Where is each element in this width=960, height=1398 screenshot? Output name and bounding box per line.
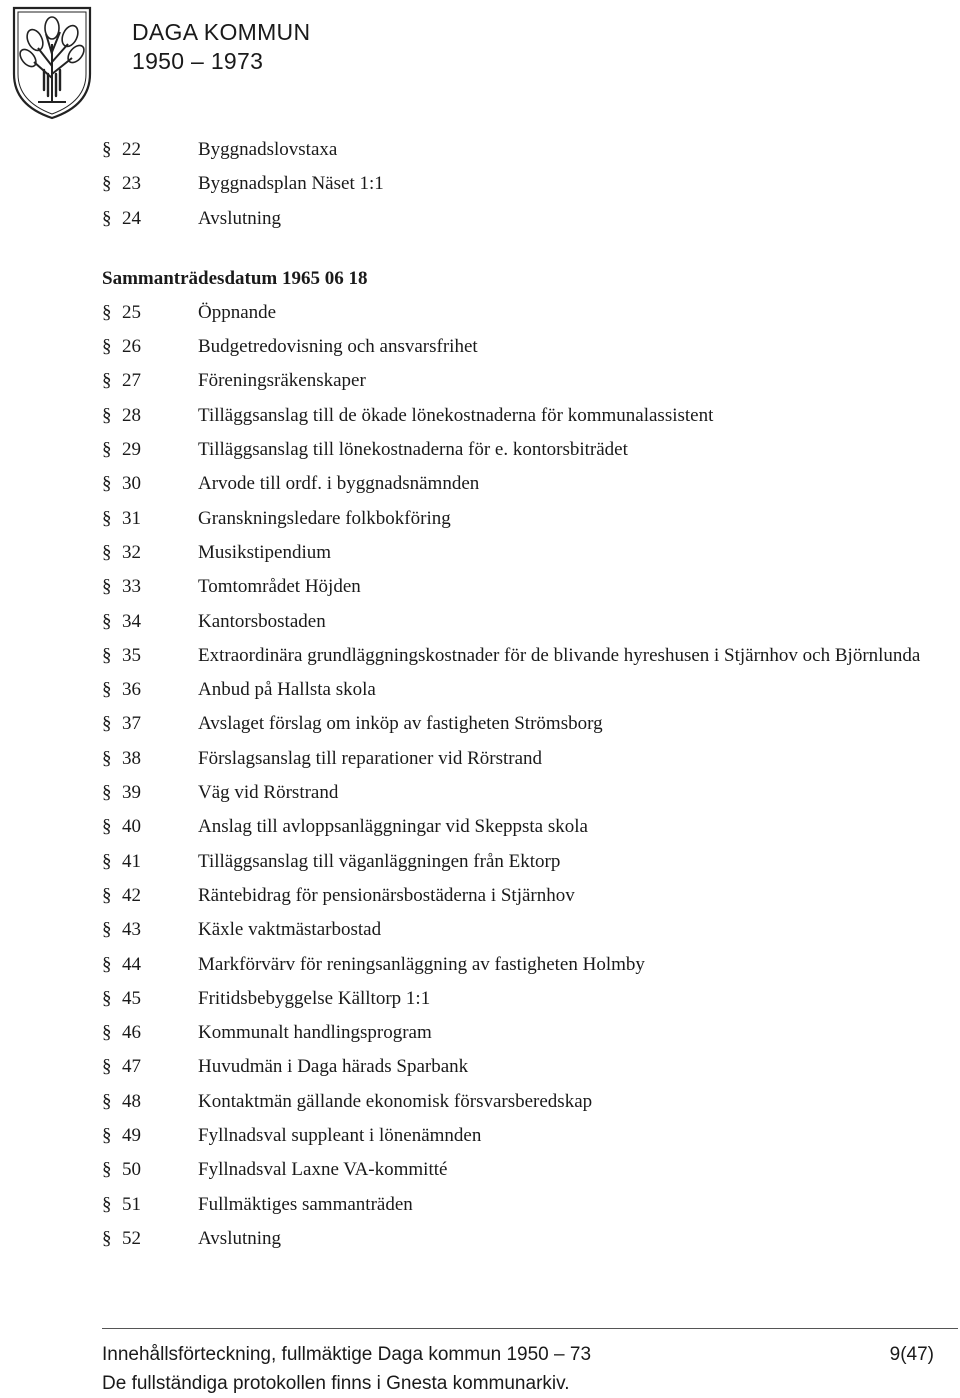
section-number: 47	[122, 1056, 141, 1078]
section-number: 45	[122, 987, 141, 1009]
section-symbol: §	[102, 816, 112, 838]
section-symbol: §	[102, 987, 112, 1009]
list-item	[102, 1089, 922, 1115]
section-number: 30	[122, 473, 141, 495]
meeting-items-list	[102, 300, 922, 1252]
section-title: Byggnadslovstaxa	[198, 139, 338, 160]
section-title: Räntebidrag för pensionärsbostäderna i Stjärnhov	[198, 884, 575, 906]
section-title: Avslutning	[198, 207, 282, 229]
section-title: Förslagsanslag till reparationer vid Rörstrand	[198, 747, 543, 769]
section-title: Fritidsbebyggelse Källtorp 1:1	[198, 987, 431, 1009]
section-title: Avslutning	[198, 1227, 282, 1249]
section-number: 52	[122, 1227, 141, 1249]
section-symbol: §	[102, 576, 112, 598]
list-item	[102, 849, 922, 875]
section-number: 36	[122, 679, 141, 701]
section-title: Väg vid Rörstrand	[198, 782, 339, 804]
footer-archive-note: De fullständiga protokollen finns i Gnesta kommunarkiv.	[102, 1373, 570, 1394]
list-item	[102, 952, 922, 978]
section-symbol: §	[102, 507, 112, 529]
list-item	[102, 746, 922, 772]
list-item	[102, 780, 922, 806]
list-item	[102, 368, 922, 394]
section-number: 28	[122, 404, 141, 426]
section-number: 46	[122, 1022, 141, 1044]
section-title: Tilläggsanslag till lönekostnaderna för e. kontorsbiträdet	[198, 439, 628, 461]
section-title: Öppnande	[198, 301, 277, 323]
list-item	[102, 1192, 922, 1218]
list-item	[102, 643, 922, 669]
municipal-coat-of-arms-tree-icon	[8, 4, 96, 122]
list-item	[102, 171, 922, 197]
list-item	[102, 917, 922, 943]
section-symbol: §	[102, 782, 112, 804]
list-item	[102, 334, 922, 360]
section-number: 37	[122, 713, 141, 735]
section-title: Föreningsräkenskaper	[198, 370, 366, 392]
section-title: Byggnadsplan Näset 1:1	[198, 173, 384, 195]
section-number: 26	[122, 336, 141, 358]
section-number: 39	[122, 782, 141, 804]
section-number: 22	[122, 139, 141, 160]
section-title: Budgetredovisning och ansvarsfrihet	[198, 336, 478, 358]
section-title: Tilläggsanslag till väganläggningen från Ektorp	[198, 850, 561, 872]
section-symbol: §	[102, 884, 112, 906]
section-symbol: §	[102, 1022, 112, 1044]
section-title: Käxle vaktmästarbostad	[198, 919, 382, 941]
section-symbol: §	[102, 336, 112, 358]
section-title: Tilläggsanslag till de ökade lönekostnaderna för kommunalassistent	[198, 404, 714, 426]
section-number: 41	[122, 850, 141, 872]
section-title: Granskningsledare folkbokföring	[198, 507, 451, 529]
list-item	[102, 437, 922, 463]
header-title-line2: 1950 – 1973	[132, 48, 264, 74]
section-number: 48	[122, 1090, 141, 1112]
section-number: 34	[122, 610, 141, 632]
section-title: Markförvärv för reningsanläggning av fastigheten Holmby	[198, 953, 645, 975]
list-item	[102, 609, 922, 635]
footer-divider	[102, 1328, 958, 1329]
section-symbol: §	[102, 173, 112, 195]
section-symbol: §	[102, 610, 112, 632]
section-title: Anslag till avloppsanläggningar vid Skeppsta skola	[198, 816, 588, 838]
page-footer	[102, 1340, 934, 1398]
header-title	[132, 18, 310, 76]
section-title: Huvudmän i Daga härads Sparbank	[198, 1056, 469, 1078]
list-item	[102, 1157, 922, 1183]
header-title-line1: DAGA KOMMUN	[132, 19, 311, 45]
section-symbol: §	[102, 1159, 112, 1181]
section-title: Tomtområdet Höjden	[198, 576, 361, 598]
section-number: 49	[122, 1125, 141, 1147]
page-number: 9(47)	[889, 1344, 934, 1365]
section-title: Kommunalt handlingsprogram	[198, 1022, 432, 1044]
section-title: Anbud på Hallsta skola	[198, 679, 376, 701]
section-number: 29	[122, 439, 141, 461]
section-number: 43	[122, 919, 141, 941]
section-symbol: §	[102, 473, 112, 495]
list-item	[102, 471, 922, 497]
list-item	[102, 1020, 922, 1046]
section-symbol: §	[102, 404, 112, 426]
section-number: 23	[122, 173, 141, 195]
list-item	[102, 300, 922, 326]
section-symbol: §	[102, 679, 112, 701]
list-item	[102, 206, 922, 232]
list-item	[102, 506, 922, 532]
section-number: 40	[122, 816, 141, 838]
section-number: 35	[122, 644, 141, 666]
list-item	[102, 540, 922, 566]
footer-document-title: Innehållsförteckning, fullmäktige Daga kommun 1950 – 73	[102, 1344, 592, 1365]
section-symbol: §	[102, 1193, 112, 1215]
section-number: 44	[122, 953, 141, 975]
section-symbol: §	[102, 1056, 112, 1078]
section-symbol: §	[102, 1090, 112, 1112]
section-title: Musikstipendium	[198, 541, 332, 563]
list-item	[102, 1123, 922, 1149]
list-item	[102, 403, 922, 429]
section-title: Avslaget förslag om inköp av fastigheten Strömsborg	[198, 713, 603, 735]
table-of-contents	[102, 137, 922, 1260]
section-number: 50	[122, 1159, 141, 1181]
section-symbol: §	[102, 1227, 112, 1249]
section-symbol: §	[102, 747, 112, 769]
section-title: Fullmäktiges sammanträden	[198, 1193, 413, 1215]
section-symbol: §	[102, 953, 112, 975]
section-symbol: §	[102, 139, 112, 160]
list-item	[102, 814, 922, 840]
section-symbol: §	[102, 370, 112, 392]
list-item	[102, 883, 922, 909]
section-number: 24	[122, 207, 141, 229]
section-number: 27	[122, 370, 141, 392]
list-item	[102, 574, 922, 600]
section-symbol: §	[102, 207, 112, 229]
list-item	[102, 711, 922, 737]
section-symbol: §	[102, 850, 112, 872]
section-symbol: §	[102, 1125, 112, 1147]
section-number: 33	[122, 576, 141, 598]
section-symbol: §	[102, 439, 112, 461]
section-symbol: §	[102, 301, 112, 323]
section-title: Kontaktmän gällande ekonomisk försvarsberedskap	[198, 1090, 593, 1112]
section-number: 25	[122, 301, 141, 323]
section-symbol: §	[102, 541, 112, 563]
section-number: 42	[122, 884, 141, 906]
section-symbol: §	[102, 644, 112, 666]
sections-before-list	[102, 137, 922, 232]
list-item	[102, 1054, 922, 1080]
list-item	[102, 986, 922, 1012]
list-item	[102, 1226, 922, 1252]
list-item	[102, 137, 922, 163]
section-title: Fyllnadsval suppleant i lönenämnden	[198, 1125, 482, 1147]
section-title: Kantorsbostaden	[198, 610, 326, 632]
section-number: 31	[122, 507, 141, 529]
section-number: 32	[122, 541, 141, 563]
section-title: Arvode till ordf. i byggnadsnämnden	[198, 473, 480, 495]
section-number: 38	[122, 747, 141, 769]
section-title: Fyllnadsval Laxne VA-kommitté	[198, 1159, 448, 1181]
section-number: 51	[122, 1193, 141, 1215]
section-symbol: §	[102, 713, 112, 735]
section-title: Extraordinära grundläggningskostnader för de blivande hyreshusen i Stjärnhov och Björnlunda	[198, 644, 921, 666]
list-item	[102, 677, 922, 703]
section-symbol: §	[102, 919, 112, 941]
meeting-date-heading: Sammanträdesdatum 1965 06 18	[102, 267, 368, 289]
